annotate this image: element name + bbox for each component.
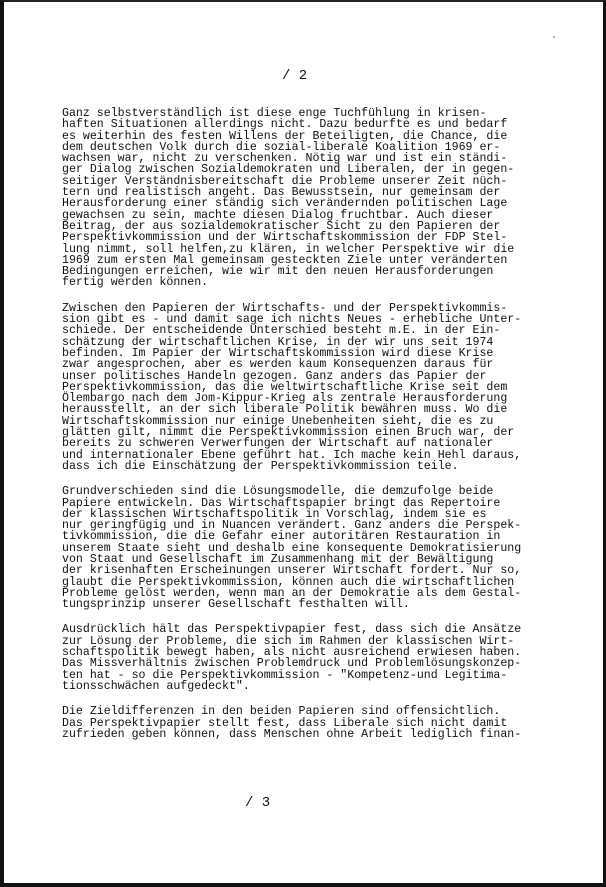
paragraph-4 (62, 624, 532, 692)
text-line: ten hat - so die Perspektivkommission - "Kompetenz-und Legitima- (62, 668, 508, 682)
text-line: zur Lösung der Probleme, die sich im Rahmen der klassischen Wirt- (62, 634, 515, 648)
text-line: der klassischen Wirtschaftspolitik in Vorschlag, indem sie es (62, 507, 487, 521)
text-line: schaftspolitik bewegt haben, als nicht ausreichend erwiesen haben. (62, 646, 522, 660)
text-line: lung nimmt, soll helfen,zu klären, in welcher Perspektive wir die (62, 242, 515, 256)
corner-mark: ` (552, 36, 557, 47)
paragraph-5 (62, 706, 532, 740)
text-line: herausstellt, an der sich liberale Politik bewähren muss. Wo die (62, 403, 508, 417)
text-line: es weiterhin des festen Willens der Beteiligten, die Chance, die (62, 129, 508, 143)
text-line: schiede. Der entscheidende Unterschied besteht m.E. in der Ein- (62, 324, 501, 338)
text-line: Das Missverhältnis zwischen Problemdruck und Problemlösungskonzep- (62, 657, 522, 671)
text-line: sion gibt es - und damit sage ich nichts Neues - erhebliche Unter- (62, 313, 522, 327)
text-line: seitiger Verständnisbereitschaft die Probleme unserer Zeit nüch- (62, 174, 508, 188)
text-line: Wirtschaftskommission nur einige Unebenheiten sieht, die es zu (62, 414, 494, 428)
text-line: Zwischen den Papieren der Wirtschafts- und der Perspektivkommis- (62, 301, 508, 315)
text-line: Das Perspektivpapier stellt fest, dass Liberale sich nicht damit (62, 716, 508, 730)
text-line: Ganz selbstverständlich ist diese enge Tuchfühlung in krisen- (62, 107, 487, 120)
text-line: haften Situationen allerdings nicht. Dazu bedurfte es und bedarf (62, 118, 508, 132)
text-line: unser politisches Handeln gezogen. Ganz anders das Papier der (62, 369, 487, 383)
text-line: tivkommission, die die Gefahr einer autoritären Restauration in (62, 530, 501, 544)
text-line: fertig werden können. (62, 276, 209, 290)
text-line: Ausdrücklich hält das Perspektivpapier fest, dass sich die Ansätze (62, 623, 522, 637)
text-line: Die Zieldifferenzen in den beiden Papieren sind offensichtlich. (62, 705, 501, 719)
text-line: glaubt die Perspektivkommission, können auch die wirtschaftlichen (62, 575, 515, 589)
text-line: und internationaler Ebene geführt hat. Ich mache kein Hehl daraus, (62, 448, 522, 462)
text-line: dem deutschen Volk durch die sozial-liberale Koalition 1969 er- (62, 140, 501, 154)
text-line: bereits zu schweren Verwerfungen der Wirtschaft auf nationaler (62, 437, 494, 451)
text-line: unserem Staate sieht und deshalb eine konsequente Demokratisierung (62, 541, 522, 555)
text-line: befinden. Im Papier der Wirtschaftskommission wird diese Krise (62, 346, 494, 360)
text-line: der krisenhaften Erscheinungen unserer Wirtschaft fordert. Nur so, (62, 564, 522, 578)
text-line: gewachsen zu sein, machte diesen Dialog fruchtbar. Auch dieser (62, 208, 494, 222)
text-line: von Staat und Gesellschaft im Zusammenhang mit der Bewältigung (62, 552, 494, 566)
page-number-header: / 2 (282, 68, 308, 84)
text-line: dass ich die Einschätzung der Perspektivkommission teile. (62, 459, 459, 473)
text-line: glätten gilt, nimmt die Perspektivkommission einen Bruch war, der (62, 426, 515, 440)
paragraph-3 (62, 486, 532, 610)
text-line: Probleme gelöst werden, wenn man an der Demokratie als dem Gestal- (62, 586, 522, 600)
paragraph-2 (62, 303, 532, 472)
text-line: 1969 zum ersten Mal gemeinsam gesteckten Ziele unter veränderten (62, 253, 508, 267)
text-line: Beitrag, der aus sozialdemokratischer Sicht zu den Papieren der (62, 219, 501, 233)
paragraph-1 (62, 108, 532, 289)
text-line: ger Dialog zwischen Sozialdemokraten und Liberalen, der in gegen- (62, 163, 515, 177)
text-line: Perspektivkommission und der Wirtschaftskommission der FDP Stel- (62, 231, 508, 245)
text-line: schätzung der wirtschaftlichen Krise, in der wir uns seit 1974 (62, 335, 494, 349)
page-number-footer: / 3 (245, 795, 271, 811)
text-line: zwar angesprochen, aber es werden kaum Konsequenzen daraus für (62, 358, 494, 372)
text-line: zufrieden geben können, dass Menschen ohne Arbeit lediglich finan- (62, 727, 522, 741)
text-line: tionsschwächen aufgedeckt". (62, 679, 250, 693)
text-line: nur geringfügig und in Nuancen verändert. Ganz anders die Perspek- (62, 519, 522, 533)
text-line: wachsen war, nicht zu verschenken. Nötig war und ist ein ständi- (62, 152, 508, 166)
text-line: Ölembargo nach dem Jom-Kippur-Krieg als zentrale Herausforderung (62, 392, 508, 406)
text-line: Perspektivkommission, das die weltwirtschaftliche Krise seit dem (62, 380, 508, 394)
text-line: Papiere entwickeln. Das Wirtschaftspapier bringt das Repertoire (62, 496, 501, 510)
text-line: Bedingungen erreichen, wie wir mit den neuen Herausforderungen (62, 265, 494, 279)
text-line: Grundverschieden sind die Lösungsmodelle, die demzufolge beide (62, 485, 494, 499)
text-line: Herausforderung einer ständig sich verändernden politischen Lage (62, 197, 508, 211)
text-line: tern und realistisch angeht. Das Bewusstsein, nur gemeinsam der (62, 186, 501, 200)
text-line: tungsprinzip unserer Gesellschaft festhalten will. (62, 598, 410, 612)
document-body (62, 108, 532, 754)
